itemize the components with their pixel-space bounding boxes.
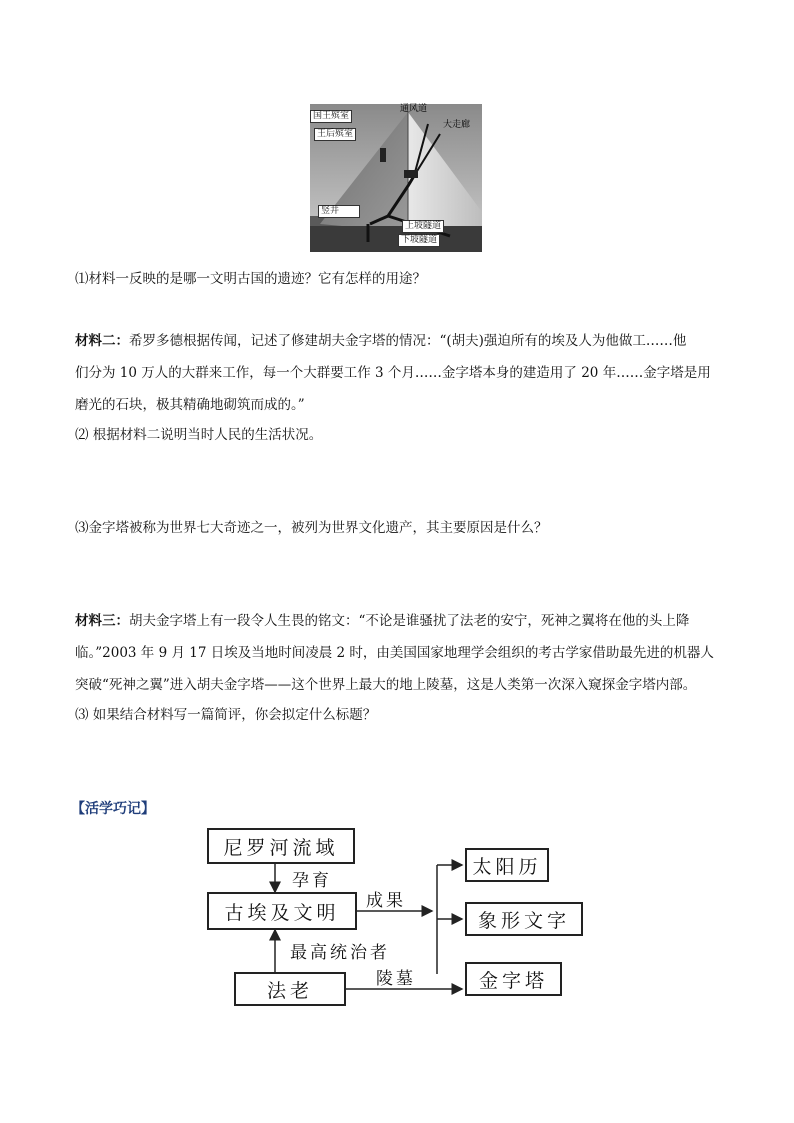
node-ancient-egypt: 古埃及文明 [207, 892, 357, 930]
material-3-title: 材料三： [75, 613, 129, 629]
relation-supreme-ruler: 最高统治者 [290, 943, 390, 963]
material-2-line-2: 们分为 10 万人的大群来工作，每一个大群要工作 3 个月……金字塔本身的建造用了 20 年……金字塔是用 [75, 365, 711, 381]
question-2: ⑵ 根据材料二说明当时人民的生活状况。 [75, 427, 323, 443]
question-3: ⑶金字塔被称为世界七大奇迹之一，被列为世界文化遗产，其主要原因是什么？ [75, 520, 548, 536]
node-pyramid: 金字塔 [465, 962, 562, 996]
label-grand-gallery: 大走廊 [443, 120, 471, 130]
relation-nurture: 孕育 [292, 871, 332, 891]
label-shaft: 竖井 [318, 205, 360, 218]
label-queen-chamber: 王后殡室 [314, 128, 356, 141]
material-3-line-2: 临。”2003 年 9 月 17 日埃及当地时间凌晨 2 时，由美国国家地理学会组织的考古学家借助最先进的机器人 [75, 645, 714, 661]
material-3-line-1 [75, 607, 689, 635]
relation-achievements: 成果 [366, 891, 406, 911]
section-title: 【活学巧记】 [71, 801, 155, 817]
material-2-line-1 [75, 327, 686, 355]
node-hieroglyphs: 象形文字 [465, 902, 583, 936]
node-solar-calendar: 太阳历 [465, 848, 549, 882]
question-1: ⑴材料一反映的是哪一文明古国的遗迹？它有怎样的用途？ [75, 271, 426, 287]
label-descending-passage: 下坡隧道 [398, 234, 440, 247]
question-4: ⑶ 如果结合材料写一篇简评，你会拟定什么标题？ [75, 707, 377, 723]
material-2-line-3: 磨光的石块，极其精确地砌筑而成的。” [75, 397, 305, 413]
label-vent: 通风道 [400, 104, 428, 114]
relation-tomb: 陵墓 [376, 969, 416, 989]
node-nile-basin: 尼罗河流域 [207, 828, 355, 864]
material-3-text-1: 胡夫金字塔上有一段令人生畏的铭文：“不论是谁骚扰了法老的安宁，死神之翼将在他的头上降 [129, 613, 690, 629]
mnemonic-diagram [200, 822, 600, 1012]
material-3-line-3: 突破“死神之翼”进入胡夫金字塔——这个世界上最大的地上陵墓，这是人类第一次深入窥探金字塔内部。 [75, 677, 697, 693]
pyramid-cross-section-figure [310, 104, 482, 252]
label-ascending-passage: 上坡隧道 [402, 220, 444, 233]
material-2-title: 材料二： [75, 333, 129, 349]
label-king-chamber: 国王殡室 [310, 110, 352, 123]
node-pharaoh: 法老 [234, 972, 346, 1006]
material-2-text-1: 希罗多德根据传闻，记述了修建胡夫金字塔的情况：“(胡夫)强迫所有的埃及人为他做工……他 [129, 333, 687, 349]
